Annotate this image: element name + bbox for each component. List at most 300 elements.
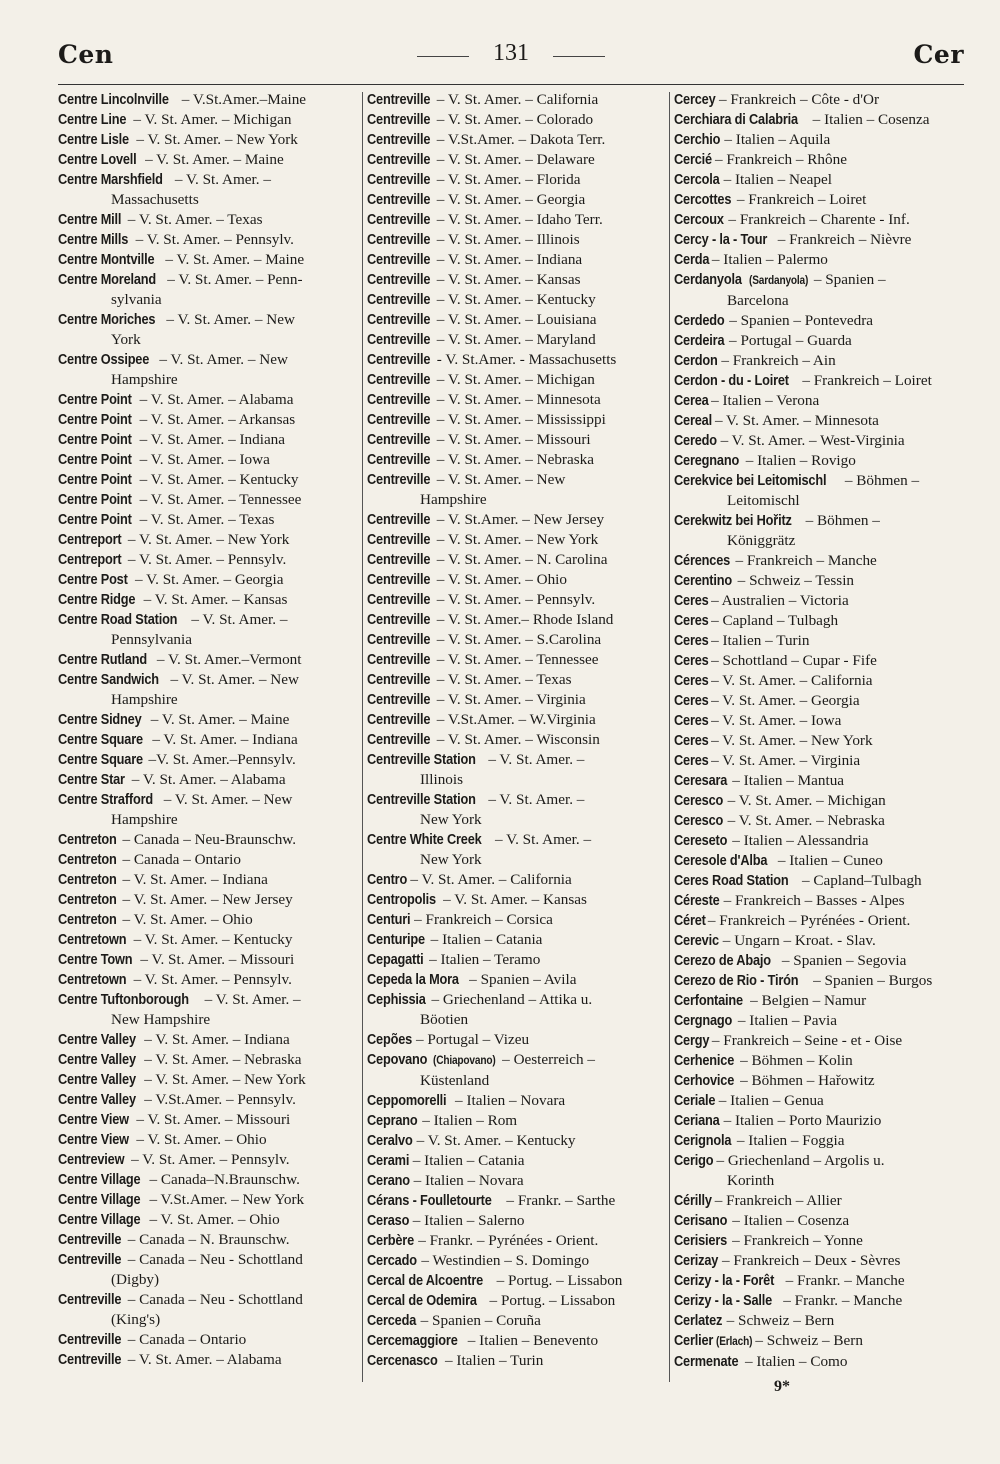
entry-location: – V. St. Amer. – Delaware: [432, 151, 595, 168]
entry-location: – V. St. Amer. – Virginia: [432, 691, 586, 708]
entry-location: – V. St. Amer. – Alabama: [123, 1351, 282, 1368]
gazetteer-entry: [58, 390, 356, 410]
entry-location: – V. St. Amer. – Texas: [135, 511, 275, 528]
entry-location: – Italien – Catania: [426, 931, 543, 948]
entry-continuation: sylvania: [111, 291, 162, 308]
gazetteer-entry: [674, 170, 966, 190]
entry-continuation: New York: [420, 851, 482, 868]
entry-location: – Frankreich – Basses - Alpes: [719, 892, 905, 909]
entry-location: – V. St. Amer. – Pennsylv.: [131, 231, 294, 248]
entry-location: – Italien – Turin: [707, 632, 810, 649]
gazetteer-entry: [674, 631, 966, 651]
gazetteer-entry: [367, 1311, 663, 1331]
gazetteer-entry: [58, 750, 356, 770]
gazetteer-entry: [58, 550, 356, 570]
entry-location: – V. St. Amer. – New: [162, 311, 295, 328]
gazetteer-entry: [674, 871, 966, 891]
entry-headword: Centre Tuftonborough: [58, 992, 189, 1008]
entry-location: – V. St. Amer. – Colorado: [432, 111, 594, 128]
entry-headword: Centreville: [367, 592, 431, 608]
gazetteer-entry: [58, 170, 356, 210]
gazetteer-entry: [367, 1351, 663, 1371]
entry-headword: Ceres Road Station: [674, 873, 789, 889]
gazetteer-entry: [367, 570, 663, 590]
gazetteer-entry: [58, 1130, 356, 1150]
entry-headword: Centreville: [367, 92, 431, 108]
entry-headword: Centre Valley: [58, 1092, 136, 1108]
gazetteer-entry: [58, 270, 356, 310]
entry-location: – V. St. Amer. – Ohio: [432, 571, 567, 588]
entry-location: – Ungarn – Kroat. - Slav.: [719, 932, 876, 949]
gazetteer-entry: [367, 270, 663, 290]
gazetteer-entry: [367, 710, 663, 730]
entry-location: – Oesterreich –: [498, 1051, 595, 1068]
entry-location: – Italien – Palermo: [708, 251, 828, 268]
entry-headword: Cercey: [674, 92, 716, 108]
gazetteer-entry: [674, 1331, 966, 1352]
entry-continuation: Illinois: [420, 771, 464, 788]
entry-headword: Centre Point: [58, 492, 132, 508]
entry-headword: Cercal de Odemira: [367, 1293, 477, 1309]
entry-headword: Cerezo de Abajo: [674, 953, 771, 969]
entry-headword: Cercy - la - Tour: [674, 232, 768, 248]
entry-location: – Spanien – Pontevedra: [725, 312, 874, 329]
gazetteer-entry: [367, 730, 663, 750]
entry-location: – V.St.Amer. – New York: [145, 1191, 305, 1208]
entry-headword: Centropolis: [367, 892, 436, 908]
entry-headword: Cepagatti: [367, 952, 424, 968]
entry-headword: Ceregnano: [674, 453, 740, 469]
entry-location: – V. St. Amer. – Minnesota: [711, 412, 879, 429]
gazetteer-entry: [367, 1091, 663, 1111]
entry-location: – V. St. Amer. – Michigan: [432, 371, 595, 388]
entry-location: – V.St.Amer. – Dakota Terr.: [432, 131, 606, 148]
gazetteer-entry: [58, 210, 356, 230]
entry-location: – V. St. Amer. – Missouri: [132, 1111, 291, 1128]
entry-location: – Italien – Novara: [451, 1092, 566, 1109]
entry-headword: Ceriana: [674, 1113, 720, 1129]
gazetteer-entry: [674, 1011, 966, 1031]
gazetteer-entry: [367, 450, 663, 470]
entry-continuation: Leitomischl: [727, 492, 800, 509]
entry-location: – V. St. Amer. – Minnesota: [432, 391, 601, 408]
entry-continuation: (Digby): [111, 1271, 160, 1288]
entry-location: – Italien – Benevento: [463, 1332, 599, 1349]
entry-location: – V. St. Amer. – New York: [132, 131, 298, 148]
entry-location: – Italien – Rom: [418, 1112, 518, 1129]
entry-headword: Ceredo: [674, 433, 717, 449]
entry-alt-name: (Chiapovano): [433, 1055, 496, 1067]
entry-continuation: York: [111, 331, 141, 348]
entry-headword: Centreville: [367, 372, 431, 388]
entry-headword: Centre Valley: [58, 1072, 136, 1088]
gazetteer-entry: [674, 991, 966, 1011]
entry-headword: Centreville: [367, 432, 431, 448]
entry-continuation: Böotien: [420, 1011, 469, 1028]
entry-location: – V. St. Amer. – Nebraska: [432, 451, 594, 468]
gazetteer-entry: [367, 910, 663, 930]
gazetteer-entry: [367, 430, 663, 450]
gazetteer-entry: [674, 90, 966, 110]
gazetteer-entry: [674, 1352, 966, 1372]
entry-continuation: Barcelona: [727, 292, 789, 309]
entry-location: – Italien – Salerno: [408, 1212, 525, 1229]
entry-headword: Centreville: [367, 732, 431, 748]
entry-headword: Cereal: [674, 413, 712, 429]
header-dash-right: [553, 56, 605, 57]
gazetteer-entry: [674, 691, 966, 711]
entry-location: – V. St. Amer. – Mississippi: [432, 411, 606, 428]
gazetteer-entry: [674, 331, 966, 351]
entry-headword: Centre Point: [58, 512, 132, 528]
entry-headword: Centreville: [58, 1252, 122, 1268]
entry-headword: Centreville: [58, 1332, 122, 1348]
entry-continuation: Pennsylvania: [111, 631, 192, 648]
entry-headword: Centre Post: [58, 572, 128, 588]
entry-location: – Italien – Cosenza: [728, 1212, 850, 1229]
entry-location: – V. St. Amer. – Maine: [161, 251, 305, 268]
entry-headword: Cercottes: [674, 192, 732, 208]
gazetteer-entry: [674, 671, 966, 691]
entry-headword: Centreville: [367, 572, 431, 588]
entry-headword: Cereseto: [674, 833, 728, 849]
gazetteer-entry: [58, 1250, 356, 1290]
entry-location: – Italien – Mantua: [728, 772, 845, 789]
entry-headword: Ceres: [674, 753, 709, 769]
entry-headword: Centre Sidney: [58, 712, 142, 728]
gazetteer-entry: [674, 571, 966, 591]
entry-headword: Centretown: [58, 932, 127, 948]
entry-headword: Cerizy - la - Salle: [674, 1293, 773, 1309]
gazetteer-entry: [674, 471, 966, 511]
gazetteer-entry: [674, 851, 966, 871]
gazetteer-entry: [367, 1050, 663, 1091]
entry-headword: Centre Lincolnville: [58, 92, 169, 108]
gazetteer-entry: [58, 1290, 356, 1330]
entry-headword: Centreville: [367, 652, 431, 668]
entry-headword: Cerceda: [367, 1313, 417, 1329]
gazetteer-entry: [674, 1131, 966, 1151]
gazetteer-entry: [58, 310, 356, 350]
entry-headword: Centre Mill: [58, 212, 122, 228]
entry-location: – V. St. Amer. – Georgia: [131, 571, 284, 588]
entry-location: – Canada – Ontario: [118, 851, 241, 868]
header-rule: [58, 84, 964, 85]
entry-headword: Centreville: [367, 392, 431, 408]
entry-location: – V. St. Amer. – N. Carolina: [432, 551, 608, 568]
gazetteer-entry: [58, 1090, 356, 1110]
entry-headword: Centreville: [367, 352, 431, 368]
gazetteer-entry: [367, 1231, 663, 1251]
entry-location: – V. St. Amer. – Kentucky: [412, 1132, 576, 1149]
entry-headword: Centro: [367, 872, 408, 888]
entry-location: – V. St. Amer. – Maryland: [432, 331, 596, 348]
entry-location: – Italien – Alessandria: [728, 832, 869, 849]
gazetteer-entry: [58, 1230, 356, 1250]
entry-location: – Griechenland – Argolis u.: [712, 1152, 885, 1169]
gazetteer-entry: [674, 551, 966, 571]
gazetteer-entry: [674, 130, 966, 150]
entry-location: – Frankreich – Allier: [710, 1192, 842, 1209]
gazetteer-entry: [367, 590, 663, 610]
entry-headword: Centre Sandwich: [58, 672, 159, 688]
gazetteer-entry: [674, 451, 966, 471]
entry-headword: Cerea: [674, 393, 709, 409]
gazetteer-entry: [58, 970, 356, 990]
entry-location: – Frankreich – Côte - d'Or: [715, 91, 880, 108]
gazetteer-entry: [367, 1111, 663, 1131]
gazetteer-entry: [674, 931, 966, 951]
column-2: [367, 90, 663, 1371]
entry-headword: Cerizay: [674, 1253, 719, 1269]
entry-headword: Cérences: [674, 553, 731, 569]
entry-location: – Italien – Aquila: [720, 131, 831, 148]
entry-headword: Ceraso: [367, 1213, 410, 1229]
entry-headword: Cerevic: [674, 933, 719, 949]
gazetteer-entry: [58, 570, 356, 590]
entry-continuation: (King's): [111, 1311, 161, 1328]
entry-headword: Centre Point: [58, 392, 132, 408]
entry-location: – Portugal – Vizeu: [412, 1031, 530, 1048]
gazetteer-entry: [674, 250, 966, 270]
entry-location: – Griechenland – Attika u.: [427, 991, 593, 1008]
header-left-catchword: Cen: [58, 40, 114, 69]
entry-headword: Cerignola: [674, 1133, 732, 1149]
entry-location: – V. St. Amer. – West-Virginia: [716, 432, 905, 449]
gazetteer-entry: [367, 1151, 663, 1171]
entry-headword: Centreview: [58, 1152, 125, 1168]
entry-headword: Centreton: [58, 892, 117, 908]
entry-location: – V. St. Amer. –: [200, 991, 301, 1008]
entry-location: –V. St. Amer.–Pennsylv.: [148, 751, 296, 768]
gazetteer-entry: [58, 510, 356, 530]
entry-location: – V. St. Amer. – Kentucky: [135, 471, 299, 488]
entry-headword: Cerigo: [674, 1153, 714, 1169]
entry-headword: Centreville: [367, 632, 431, 648]
entry-headword: Cerdon: [674, 353, 718, 369]
entry-headword: Centreville: [58, 1292, 122, 1308]
column-1: [58, 90, 356, 1370]
entry-location: – Italien – Neapel: [719, 171, 832, 188]
gazetteer-entry: [674, 150, 966, 170]
entry-headword: Centre Strafford: [58, 792, 154, 808]
gazetteer-entry: [367, 1131, 663, 1151]
entry-headword: Ceralvo: [367, 1133, 413, 1149]
entry-headword: Cercola: [674, 172, 720, 188]
entry-location: – V. St. Amer. – Missouri: [432, 431, 591, 448]
gazetteer-entry: [674, 611, 966, 631]
entry-headword: Céreste: [674, 893, 720, 909]
gazetteer-entry: [58, 530, 356, 550]
entry-location: - V. St.Amer. - Massachusetts: [432, 351, 617, 368]
gazetteer-entry: [674, 1151, 966, 1191]
gazetteer-entry: [674, 1071, 966, 1091]
entry-headword: Centre Moriches: [58, 312, 156, 328]
gazetteer-entry: [58, 730, 356, 750]
entry-headword: Cephissia: [367, 992, 426, 1008]
entry-location: – Italien – Cuneo: [774, 852, 883, 869]
entry-headword: Centre Point: [58, 432, 132, 448]
entry-location: – V. St. Amer. – Tennessee: [135, 491, 302, 508]
entry-headword: Cerchiara di Calabria: [674, 112, 798, 128]
gazetteer-entry: [674, 311, 966, 331]
gazetteer-entry: [367, 1191, 663, 1211]
gazetteer-entry: [367, 1211, 663, 1231]
entry-location: – Böhmen – Kolin: [736, 1052, 853, 1069]
gazetteer-entry: [367, 230, 663, 250]
entry-headword: Centre Mills: [58, 232, 129, 248]
gazetteer-entry: [367, 410, 663, 430]
gazetteer-entry: [367, 510, 663, 530]
entry-location: – Westindien – S. Domingo: [417, 1252, 590, 1269]
entry-headword: Cerdon - du - Loiret: [674, 373, 789, 389]
gazetteer-entry: [674, 731, 966, 751]
gazetteer-entry: [367, 930, 663, 950]
gazetteer-entry: [367, 970, 663, 990]
entry-headword: Centreville: [367, 612, 431, 628]
entry-headword: Cercenasco: [367, 1353, 438, 1369]
gazetteer-entry: [58, 150, 356, 170]
entry-continuation: New Hampshire: [111, 1011, 211, 1028]
entry-headword: Centreville: [367, 212, 431, 228]
entry-location: – Frankreich – Yonne: [728, 1232, 863, 1249]
gazetteer-entry: [58, 870, 356, 890]
entry-location: – V. St. Amer. – Ohio: [145, 1211, 280, 1228]
entry-location: – V.St.Amer.–Maine: [177, 91, 307, 108]
entry-location: – Canada – Neu - Schottland: [123, 1251, 303, 1268]
entry-headword: Ceprano: [367, 1113, 418, 1129]
gazetteer-entry: [58, 130, 356, 150]
entry-headword: Cerentino: [674, 573, 732, 589]
entry-headword: Centre Valley: [58, 1052, 136, 1068]
entry-location: – V. St. Amer. – Kansas: [139, 591, 288, 608]
gazetteer-entry: [674, 951, 966, 971]
entry-headword: Centre Ridge: [58, 592, 136, 608]
entry-location: – Frankreich – Loiret: [798, 372, 932, 389]
gazetteer-entry: [58, 1050, 356, 1070]
entry-headword: Centreville: [367, 692, 431, 708]
gazetteer-entry: [674, 1311, 966, 1331]
entry-headword: Cercoux: [674, 212, 724, 228]
gazetteer-entry: [674, 1271, 966, 1291]
gazetteer-entry: [58, 850, 356, 870]
entry-location: – V. St. Amer. – New: [166, 671, 299, 688]
gazetteer-entry: [367, 530, 663, 550]
entry-headword: Céret: [674, 913, 706, 929]
gazetteer-entry: [367, 670, 663, 690]
gazetteer-entry: [367, 1030, 663, 1050]
entry-headword: Ceresco: [674, 813, 724, 829]
entry-headword: Centre Point: [58, 452, 132, 468]
entry-location: – V. St. Amer. –: [484, 791, 585, 808]
entry-headword: Ceres: [674, 673, 709, 689]
gazetteer-entry: [674, 270, 966, 311]
entry-headword: Cergnago: [674, 1013, 733, 1029]
entry-location: – V. St. Amer. – Kentucky: [432, 291, 596, 308]
entry-headword: Cerda: [674, 252, 710, 268]
entry-location: – Frankreich – Manche: [731, 552, 877, 569]
gazetteer-entry: [367, 390, 663, 410]
entry-headword: Centre Village: [58, 1172, 141, 1188]
entry-headword: Cerhenice: [674, 1053, 735, 1069]
entry-headword: Ceres: [674, 653, 709, 669]
gazetteer-entry: [367, 150, 663, 170]
gazetteer-entry: [367, 690, 663, 710]
gazetteer-entry: [58, 930, 356, 950]
entry-headword: Centreville: [367, 232, 431, 248]
entry-continuation: Hampshire: [111, 811, 178, 828]
entry-headword: Cerbère: [367, 1233, 415, 1249]
gazetteer-entry: [674, 1231, 966, 1251]
entry-headword: Cerdedo: [674, 313, 725, 329]
gazetteer-entry: [367, 1251, 663, 1271]
entry-headword: Cercié: [674, 152, 712, 168]
gazetteer-entry: [367, 470, 663, 510]
entry-continuation: Massachusetts: [111, 191, 199, 208]
entry-headword: Cerisano: [674, 1213, 728, 1229]
gazetteer-entry: [367, 750, 663, 790]
entry-alt-name: (Erlach): [716, 1336, 753, 1348]
gazetteer-entry: [367, 350, 663, 370]
page-number-block: [58, 40, 964, 67]
entry-location: – Spanien – Burgos: [809, 972, 933, 989]
gazetteer-entry: [367, 170, 663, 190]
entry-headword: Ceres: [674, 693, 709, 709]
entry-headword: Ceresole d'Alba: [674, 853, 768, 869]
entry-headword: Centre Town: [58, 952, 133, 968]
gazetteer-entry: [674, 511, 966, 551]
entry-headword: Centre Point: [58, 412, 132, 428]
entry-location: – Frankreich – Pyrénées - Orient.: [704, 912, 911, 929]
entry-headword: Centreville: [367, 552, 431, 568]
gazetteer-entry: [367, 1291, 663, 1311]
entry-location: – V. St. Amer. – Kentucky: [129, 931, 293, 948]
entry-headword: Centreville: [367, 252, 431, 268]
entry-location: – Schweiz – Bern: [751, 1332, 863, 1349]
entry-location: – V. St.Amer. – New Jersey: [432, 511, 605, 528]
entry-location: – Frankreich – Charente - Inf.: [724, 211, 910, 228]
entry-headword: Centreville: [367, 532, 431, 548]
entry-headword: Ceres: [674, 593, 709, 609]
entry-location: – V. St. Amer. – California: [406, 871, 572, 888]
entry-location: – V. St. Amer. – Maine: [141, 151, 284, 168]
gazetteer-entry: [58, 490, 356, 510]
entry-location: – V. St. Amer. – Georgia: [707, 692, 860, 709]
entry-location: – Canada–N.Braunschw.: [145, 1171, 300, 1188]
gazetteer-entry: [674, 651, 966, 671]
gazetteer-entry: [674, 1031, 966, 1051]
column-divider-1: [362, 92, 363, 1382]
gazetteer-entry: [674, 911, 966, 931]
entry-location: – Spanien – Avila: [465, 971, 577, 988]
page-number: 131: [493, 40, 529, 66]
entry-location: – V. St. Amer. – Tennessee: [432, 651, 599, 668]
gazetteer-entry: [367, 630, 663, 650]
entry-location: – Italien – Porto Maurizio: [719, 1112, 882, 1129]
entry-location: – V. St. Amer. – Kansas: [432, 271, 581, 288]
entry-headword: Centre Village: [58, 1192, 141, 1208]
entry-location: – V. St. Amer. – Alabama: [127, 771, 286, 788]
gazetteer-entry: [367, 790, 663, 830]
entry-location: – V. St. Amer. – Indiana: [148, 731, 298, 748]
entry-location: – V. St. Amer. – California: [432, 91, 599, 108]
entry-headword: Centre Village: [58, 1212, 141, 1228]
entry-location: – V. St. Amer. – Kansas: [439, 891, 587, 908]
entry-headword: Centre Moreland: [58, 272, 157, 288]
entry-headword: Centreport: [58, 532, 122, 548]
entry-location: – V. St. Amer. –: [484, 751, 585, 768]
entry-headword: Centre Ossipee: [58, 352, 150, 368]
